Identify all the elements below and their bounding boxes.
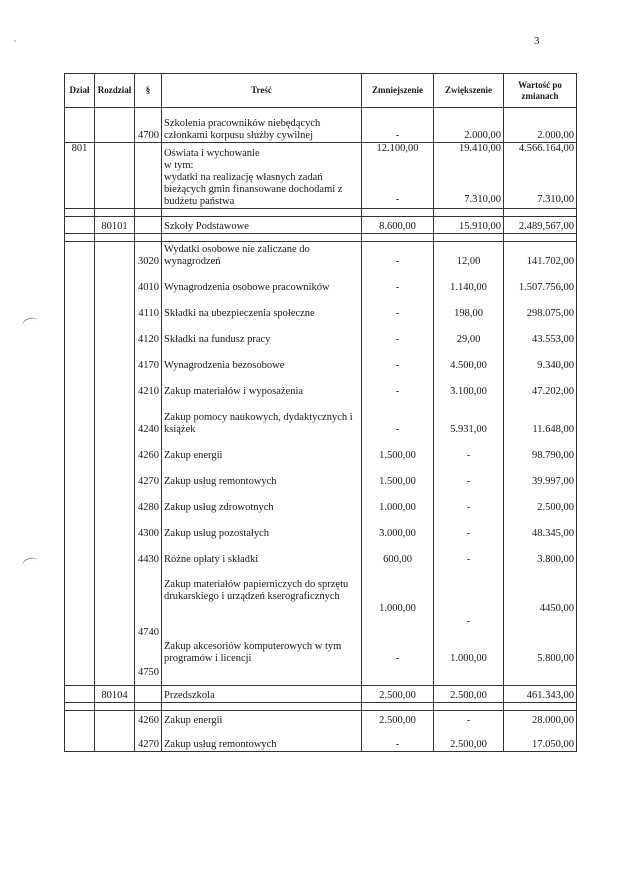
wartosc-cell: 48.345,00	[504, 514, 577, 540]
wartosc-cell: 28.000,00	[504, 711, 577, 728]
zwiekszenie-cell: 12,00	[434, 242, 504, 269]
value-sub: -	[395, 194, 400, 205]
wartosc-cell: 3.800,00	[504, 540, 577, 566]
tresc-line: w tym:	[164, 160, 194, 171]
paragraf-cell: 4240	[135, 398, 162, 436]
tresc-cell: Zakup energii	[162, 711, 362, 728]
header-wartosc: Wartość po zmianach	[504, 74, 577, 108]
table-row	[65, 540, 577, 566]
zwiekszenie-cell: -	[434, 566, 504, 639]
header-row	[65, 74, 577, 108]
zwiekszenie-cell: 1.140,00	[434, 268, 504, 294]
paragraf-cell: 4260	[135, 436, 162, 462]
wartosc-cell	[504, 143, 577, 209]
tresc-cell: Składki na fundusz pracy	[162, 320, 362, 346]
wartosc-cell: 2.000,00	[504, 108, 577, 143]
table-row	[65, 108, 577, 143]
zwiekszenie-cell: 198,00	[434, 294, 504, 320]
paragraf-cell: 4300	[135, 514, 162, 540]
header-tresc: Treść	[162, 74, 362, 108]
table-row	[65, 711, 577, 728]
paragraf-cell: 4170	[135, 346, 162, 372]
paragraf-cell: 4740	[135, 566, 162, 639]
table-row	[65, 242, 577, 269]
rozdzial-cell: 80104	[95, 686, 135, 703]
tresc-cell: Szkolenia pracowników niebędących członkami korpusu służby cywilnej	[162, 108, 362, 143]
value-sub: 7.310,00	[537, 194, 574, 205]
wartosc-cell: 2.489,567,00	[504, 217, 577, 234]
tresc-cell: Różne opłaty i składki	[162, 540, 362, 566]
tresc-line: Oświata i wychowanie	[164, 148, 260, 159]
zmniejszenie-cell: 1.500,00	[362, 436, 434, 462]
tresc-cell: Składki na ubezpieczenia społeczne	[162, 294, 362, 320]
table-row	[65, 462, 577, 488]
zmniejszenie-cell: 1.000,00	[362, 488, 434, 514]
zmniejszenie-cell: -	[362, 242, 434, 269]
wartosc-cell: 298.075,00	[504, 294, 577, 320]
tresc-line: wydatki na realizację własnych zadań bieżących gmin finansowane dochodami z budżetu państwa	[164, 172, 343, 207]
paragraf-cell: 4270	[135, 727, 162, 752]
zmniejszenie-cell: 2.500,00	[362, 686, 434, 703]
zmniejszenie-cell: 3.000,00	[362, 514, 434, 540]
zmniejszenie-cell: 1.500,00	[362, 462, 434, 488]
paragraf-cell: 4210	[135, 372, 162, 398]
tresc-cell: Wynagrodzenia osobowe pracowników	[162, 268, 362, 294]
paragraf-cell: 4280	[135, 488, 162, 514]
header-zwiekszenie: Zwiększenie	[434, 74, 504, 108]
tresc-cell: Zakup materiałów papierniczych do sprzętu drukarskiego i urządzeń kserograficznych	[162, 566, 362, 639]
table-row	[65, 372, 577, 398]
wartosc-cell: 1.507.756,00	[504, 268, 577, 294]
paragraf-cell: 4120	[135, 320, 162, 346]
tresc-cell: Zakup usług remontowych	[162, 727, 362, 752]
zwiekszenie-cell: 5.931,00	[434, 398, 504, 436]
wartosc-cell: 47.202,00	[504, 372, 577, 398]
zmniejszenie-cell: 600,00	[362, 540, 434, 566]
zmniejszenie-cell: -	[362, 268, 434, 294]
zwiekszenie-cell: -	[434, 462, 504, 488]
value-total: 4.566.164,00	[518, 143, 574, 154]
zwiekszenie-cell: -	[434, 488, 504, 514]
wartosc-cell: 98.790,00	[504, 436, 577, 462]
table-row	[65, 566, 577, 639]
zmniejszenie-cell: -	[362, 108, 434, 143]
zwiekszenie-cell: -	[434, 540, 504, 566]
tresc-cell: Zakup usług pozostałych	[162, 514, 362, 540]
zmniejszenie-cell: -	[362, 320, 434, 346]
zmniejszenie-cell: -	[362, 346, 434, 372]
zmniejszenie-cell: -	[362, 398, 434, 436]
zmniejszenie-cell: 2.500,00	[362, 711, 434, 728]
table-row	[65, 488, 577, 514]
zwiekszenie-cell: 15.910,00	[434, 217, 504, 234]
value-total: 19.410,00	[459, 143, 501, 154]
zmniejszenie-cell: -	[362, 639, 434, 679]
paragraf-cell: 4260	[135, 711, 162, 728]
tresc-cell: Przedszkola	[162, 686, 362, 703]
wartosc-cell: 17.050,00	[504, 727, 577, 752]
tresc-cell	[162, 143, 362, 209]
tresc-cell: Zakup usług zdrowotnych	[162, 488, 362, 514]
zwiekszenie-cell: 3.100,00	[434, 372, 504, 398]
zwiekszenie-cell: 1.000,00	[434, 639, 504, 679]
zwiekszenie-cell: 29,00	[434, 320, 504, 346]
wartosc-cell: 2.500,00	[504, 488, 577, 514]
tresc-cell: Zakup usług remontowych	[162, 462, 362, 488]
table-row	[65, 217, 577, 234]
wartosc-cell: 141.702,00	[504, 242, 577, 269]
wartosc-cell: 9.340,00	[504, 346, 577, 372]
table-row	[65, 143, 577, 209]
tresc-cell: Wydatki osobowe nie zaliczane do wynagrodzeń	[162, 242, 362, 269]
value-total: 12.100,00	[376, 143, 419, 154]
header-dzial: Dział	[65, 74, 95, 108]
header-rozdzial: Rozdział	[95, 74, 135, 108]
zwiekszenie-cell: -	[434, 711, 504, 728]
table-row	[65, 346, 577, 372]
punch-hole-mark	[21, 316, 40, 332]
zwiekszenie-cell	[434, 143, 504, 209]
paragraf-cell: 4110	[135, 294, 162, 320]
zwiekszenie-cell: -	[434, 436, 504, 462]
paragraf-cell: 3020	[135, 242, 162, 269]
zwiekszenie-cell: 4.500,00	[434, 346, 504, 372]
tresc-cell: Zakup akcesoriów komputerowych w tym programów i licencji	[162, 639, 362, 679]
paragraf-cell: 4700	[135, 108, 162, 143]
wartosc-cell: 11.648,00	[504, 398, 577, 436]
tresc-cell: Zakup energii	[162, 436, 362, 462]
table-row	[65, 398, 577, 436]
paragraf-cell: 4750	[135, 639, 162, 679]
zwiekszenie-cell: 2.000,00	[434, 108, 504, 143]
wartosc-cell: 39.997,00	[504, 462, 577, 488]
table-row	[65, 686, 577, 703]
paragraf-cell: 4270	[135, 462, 162, 488]
table-row	[65, 639, 577, 679]
tresc-cell: Wynagrodzenia bezosobowe	[162, 346, 362, 372]
wartosc-cell: 43.553,00	[504, 320, 577, 346]
zmniejszenie-cell: -	[362, 727, 434, 752]
table-row	[65, 294, 577, 320]
table-row	[65, 436, 577, 462]
value-sub: 7.310,00	[464, 194, 501, 205]
scan-speck	[14, 40, 16, 42]
wartosc-cell: 5.800,00	[504, 639, 577, 679]
zmniejszenie-cell: 1.000,00	[362, 566, 434, 639]
table-row	[65, 268, 577, 294]
page-number: 3	[534, 35, 540, 47]
tresc-cell: Zakup pomocy naukowych, dydaktycznych i książek	[162, 398, 362, 436]
table-row	[65, 320, 577, 346]
dzial-cell: 801	[65, 143, 95, 209]
rozdzial-cell: 80101	[95, 217, 135, 234]
header-zmniejszenie: Zmniejszenie	[362, 74, 434, 108]
zmniejszenie-cell: 8.600,00	[362, 217, 434, 234]
zmniejszenie-cell	[362, 143, 434, 209]
paragraf-cell: 4430	[135, 540, 162, 566]
zmniejszenie-cell: -	[362, 372, 434, 398]
budget-table	[64, 73, 577, 752]
zwiekszenie-cell: -	[434, 514, 504, 540]
zwiekszenie-cell: 2.500,00	[434, 727, 504, 752]
table-row	[65, 727, 577, 752]
punch-hole-mark	[21, 556, 40, 572]
tresc-cell: Zakup materiałów i wyposażenia	[162, 372, 362, 398]
wartosc-cell: 461.343,00	[504, 686, 577, 703]
tresc-cell: Szkoły Podstawowe	[162, 217, 362, 234]
wartosc-cell: 4450,00	[504, 566, 577, 639]
zmniejszenie-cell: -	[362, 294, 434, 320]
paragraf-cell: 4010	[135, 268, 162, 294]
zwiekszenie-cell: 2.500,00	[434, 686, 504, 703]
table-row	[65, 514, 577, 540]
header-paragraf: §	[135, 74, 162, 108]
